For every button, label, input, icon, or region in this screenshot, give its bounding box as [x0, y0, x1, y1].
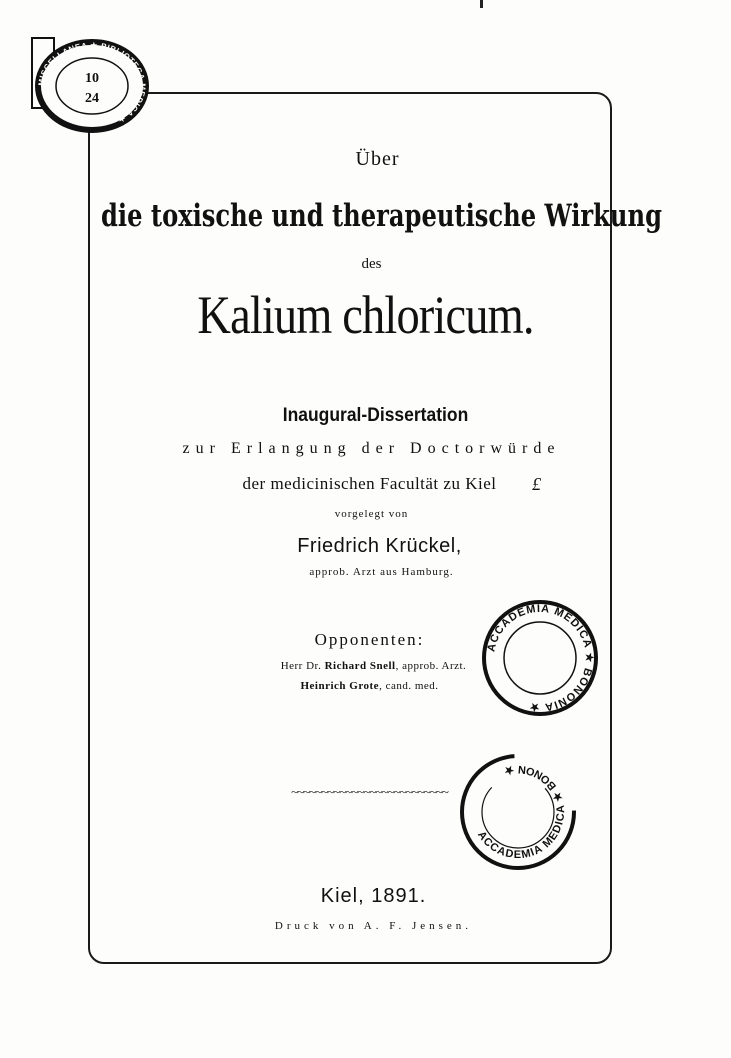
place-year: Kiel, 1891.: [320, 885, 427, 907]
opponent-1-name: Richard Snell: [324, 660, 396, 672]
dissertation-type: Inaugural-Dissertation: [282, 405, 469, 426]
title-connector: des: [361, 256, 382, 272]
opponent-2-suffix: , cand. med.: [379, 680, 439, 692]
presented-by: vorgelegt von: [334, 508, 409, 520]
svg-text:ACCADEMIA MEDICA ★ BONON ★: [475, 763, 567, 861]
stamp-number-upper: 10: [85, 71, 99, 86]
academy-stamp-upper: [478, 596, 602, 720]
author-name: Friedrich Krückel,: [297, 535, 462, 557]
library-stamp-top-left: [30, 36, 150, 136]
ornament-rule: ~~~~~~~~~~~~~~~~~~~~~~~~~~: [291, 784, 448, 799]
opponent-1: [8, 660, 731, 672]
scan-edge-mark: [480, 0, 483, 8]
stamp-ring-text: ACCADEMIA MEDICA ★ BONON ★: [475, 762, 568, 862]
opponent-2-name: Heinrich Grote: [300, 680, 380, 692]
printer-line: Druck von A. F. Jensen.: [274, 920, 473, 932]
title-line-1: die toxische und therapeutische Wirkung: [101, 198, 662, 234]
title-line-2: Kalium chloricum.: [197, 285, 534, 345]
purpose-line-1: zur Erlangung der Doctorwürde: [182, 440, 561, 457]
stamp-ring-text: ACCADEMIA MEDICA ★ BONONIA ★: [485, 602, 596, 714]
academy-stamp-lower: [456, 750, 580, 874]
opponent-1-suffix: , approb. Arzt.: [395, 660, 467, 672]
opponents-heading: Opponenten:: [314, 630, 425, 649]
opponent-2: [4, 680, 731, 692]
stamp-ring-text: MISCELLANEA ★ BIBLIOTECA MEDICA ★: [36, 40, 148, 125]
opponent-1-prefix: Herr Dr.: [280, 660, 325, 672]
stamp-number-lower: 24: [85, 91, 99, 106]
heading-over: Über: [355, 148, 400, 170]
handwritten-mark: £: [532, 474, 541, 494]
author-credentials: approb. Arzt aus Hamburg.: [309, 566, 454, 578]
purpose-line-2: der medicinischen Facultät zu Kiel: [242, 474, 497, 493]
